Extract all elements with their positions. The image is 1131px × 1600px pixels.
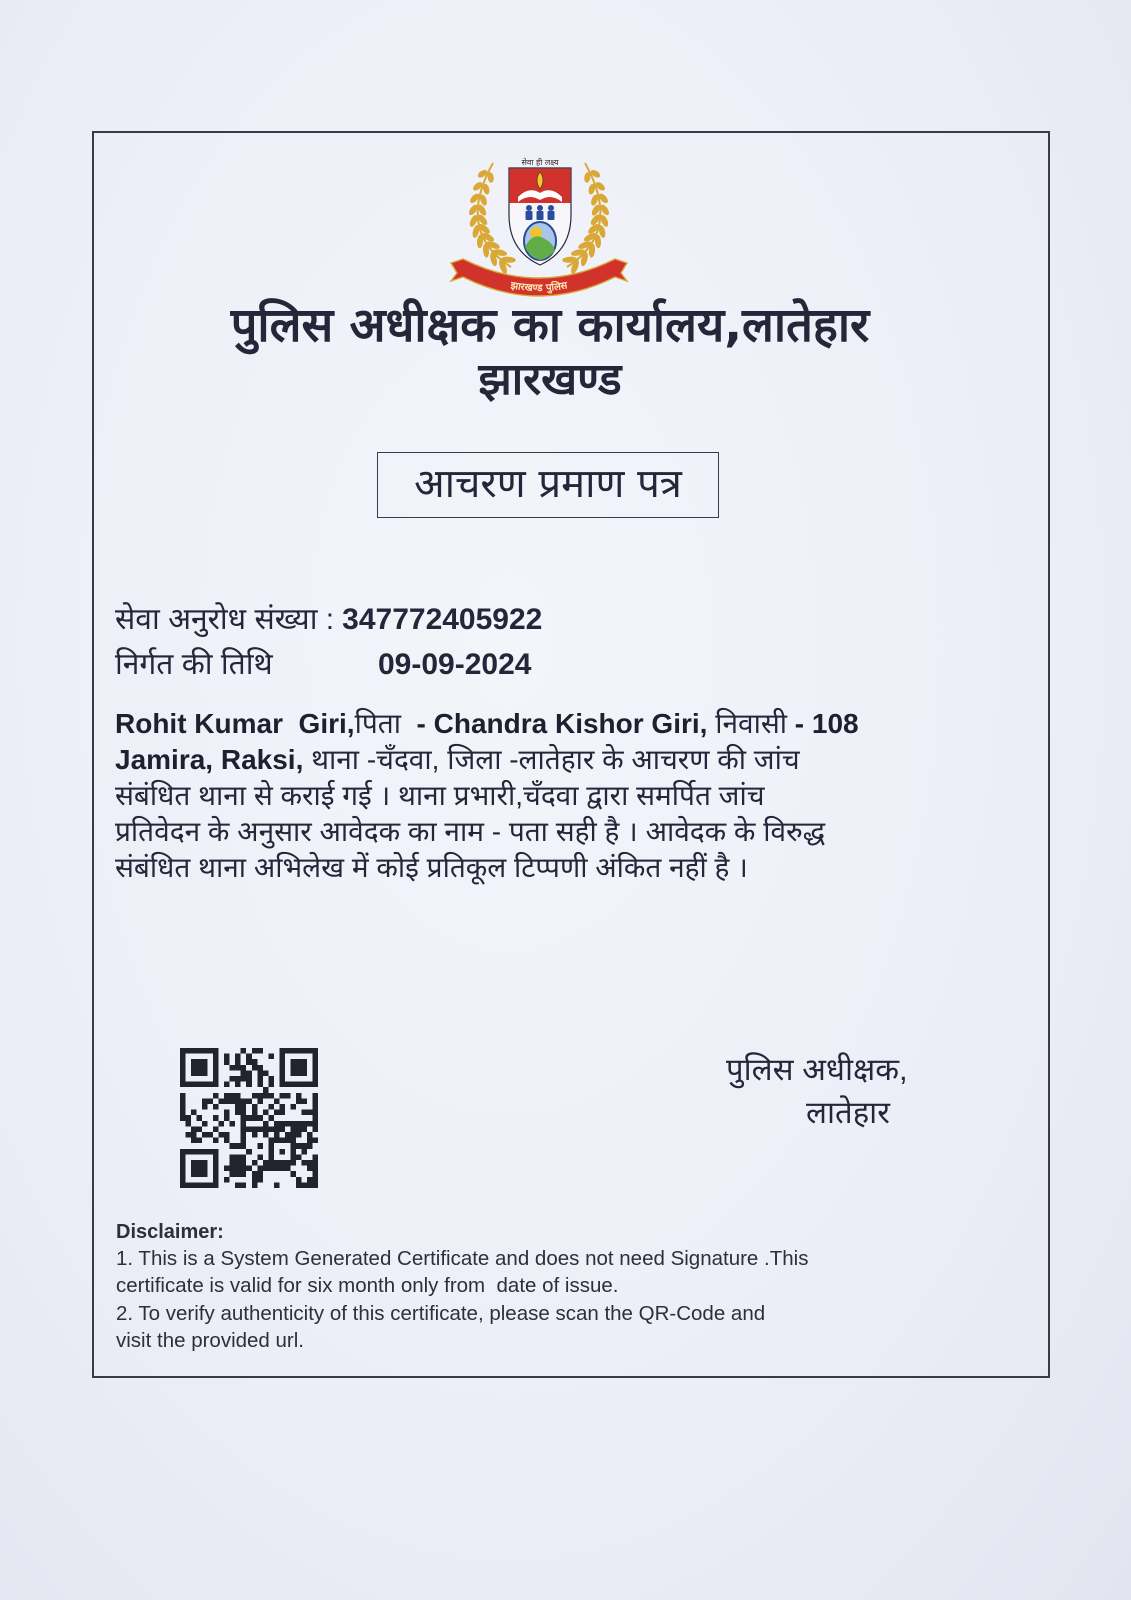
house-number: - 108 bbox=[794, 708, 859, 739]
service-request-label: सेवा अनुरोध संख्या : bbox=[115, 603, 335, 636]
body-text: प्रतिवेदन के अनुसार आवेदक का नाम - पता सही है । आवेदक के विरुद्ध bbox=[115, 816, 826, 847]
disclaimer-line: visit the provided url. bbox=[116, 1328, 305, 1352]
certificate-title-box bbox=[377, 452, 719, 518]
emblem-motto: सेवा ही लक्ष्य bbox=[521, 158, 559, 167]
issue-date-value: 09-09-2024 bbox=[378, 648, 532, 681]
emblem-ribbon-text: झारखण्ड पुलिस bbox=[509, 280, 569, 295]
certificate-body bbox=[115, 706, 1065, 886]
signatory-district: लातेहार bbox=[806, 1095, 890, 1130]
body-line bbox=[115, 778, 1065, 814]
body-text: संबंधित थाना अभिलेख में कोई प्रतिकूल टिप्पणी अंकित नहीं है । bbox=[115, 852, 748, 883]
state-name: झारखण्ड bbox=[478, 354, 622, 405]
issue-date-label: निर्गत की तिथि bbox=[115, 648, 273, 681]
jharkhand-police-emblem-icon bbox=[448, 155, 630, 315]
qr-code-icon bbox=[180, 1048, 318, 1188]
applicant-name: Rohit Kumar Giri, bbox=[115, 708, 355, 739]
body-text: संबंधित थाना से कराई गई । थाना प्रभारी,चँदवा द्वारा समर्पित जांच bbox=[115, 780, 765, 811]
father-name: - Chandra Kishor Giri, bbox=[400, 708, 708, 739]
emblem-shield bbox=[509, 168, 571, 265]
issue-date-row bbox=[115, 645, 532, 685]
body-text: थाना -चँदवा, जिला -लातेहार के आचरण की जांच bbox=[303, 744, 800, 775]
certificate-title: आचरण प्रमाण पत्र bbox=[414, 461, 682, 507]
body-line bbox=[115, 706, 1065, 742]
body-line bbox=[115, 742, 1065, 778]
address-locality: Jamira, Raksi, bbox=[115, 744, 304, 775]
relation-label: पिता bbox=[354, 708, 401, 739]
body-line bbox=[115, 850, 1065, 886]
service-request-number: 347772405922 bbox=[342, 603, 543, 636]
disclaimer-line: certificate is valid for six month only from date of issue. bbox=[116, 1274, 619, 1298]
disclaimer-line: 1. This is a System Generated Certificate and does not need Signature .This bbox=[116, 1247, 809, 1270]
body-line bbox=[115, 814, 1065, 850]
office-title: पुलिस अधीक्षक का कार्यालय,लातेहार bbox=[230, 298, 870, 353]
qr-modules bbox=[180, 1048, 318, 1188]
disclaimer bbox=[116, 1219, 1056, 1354]
residence-label: निवासी bbox=[707, 708, 795, 739]
signatory-designation: पुलिस अधीक्षक, bbox=[726, 1052, 908, 1087]
service-request-row bbox=[115, 600, 542, 640]
disclaimer-line: 2. To verify authenticity of this certificate, please scan the QR-Code and bbox=[116, 1301, 766, 1325]
disclaimer-heading: Disclaimer: bbox=[116, 1221, 224, 1243]
